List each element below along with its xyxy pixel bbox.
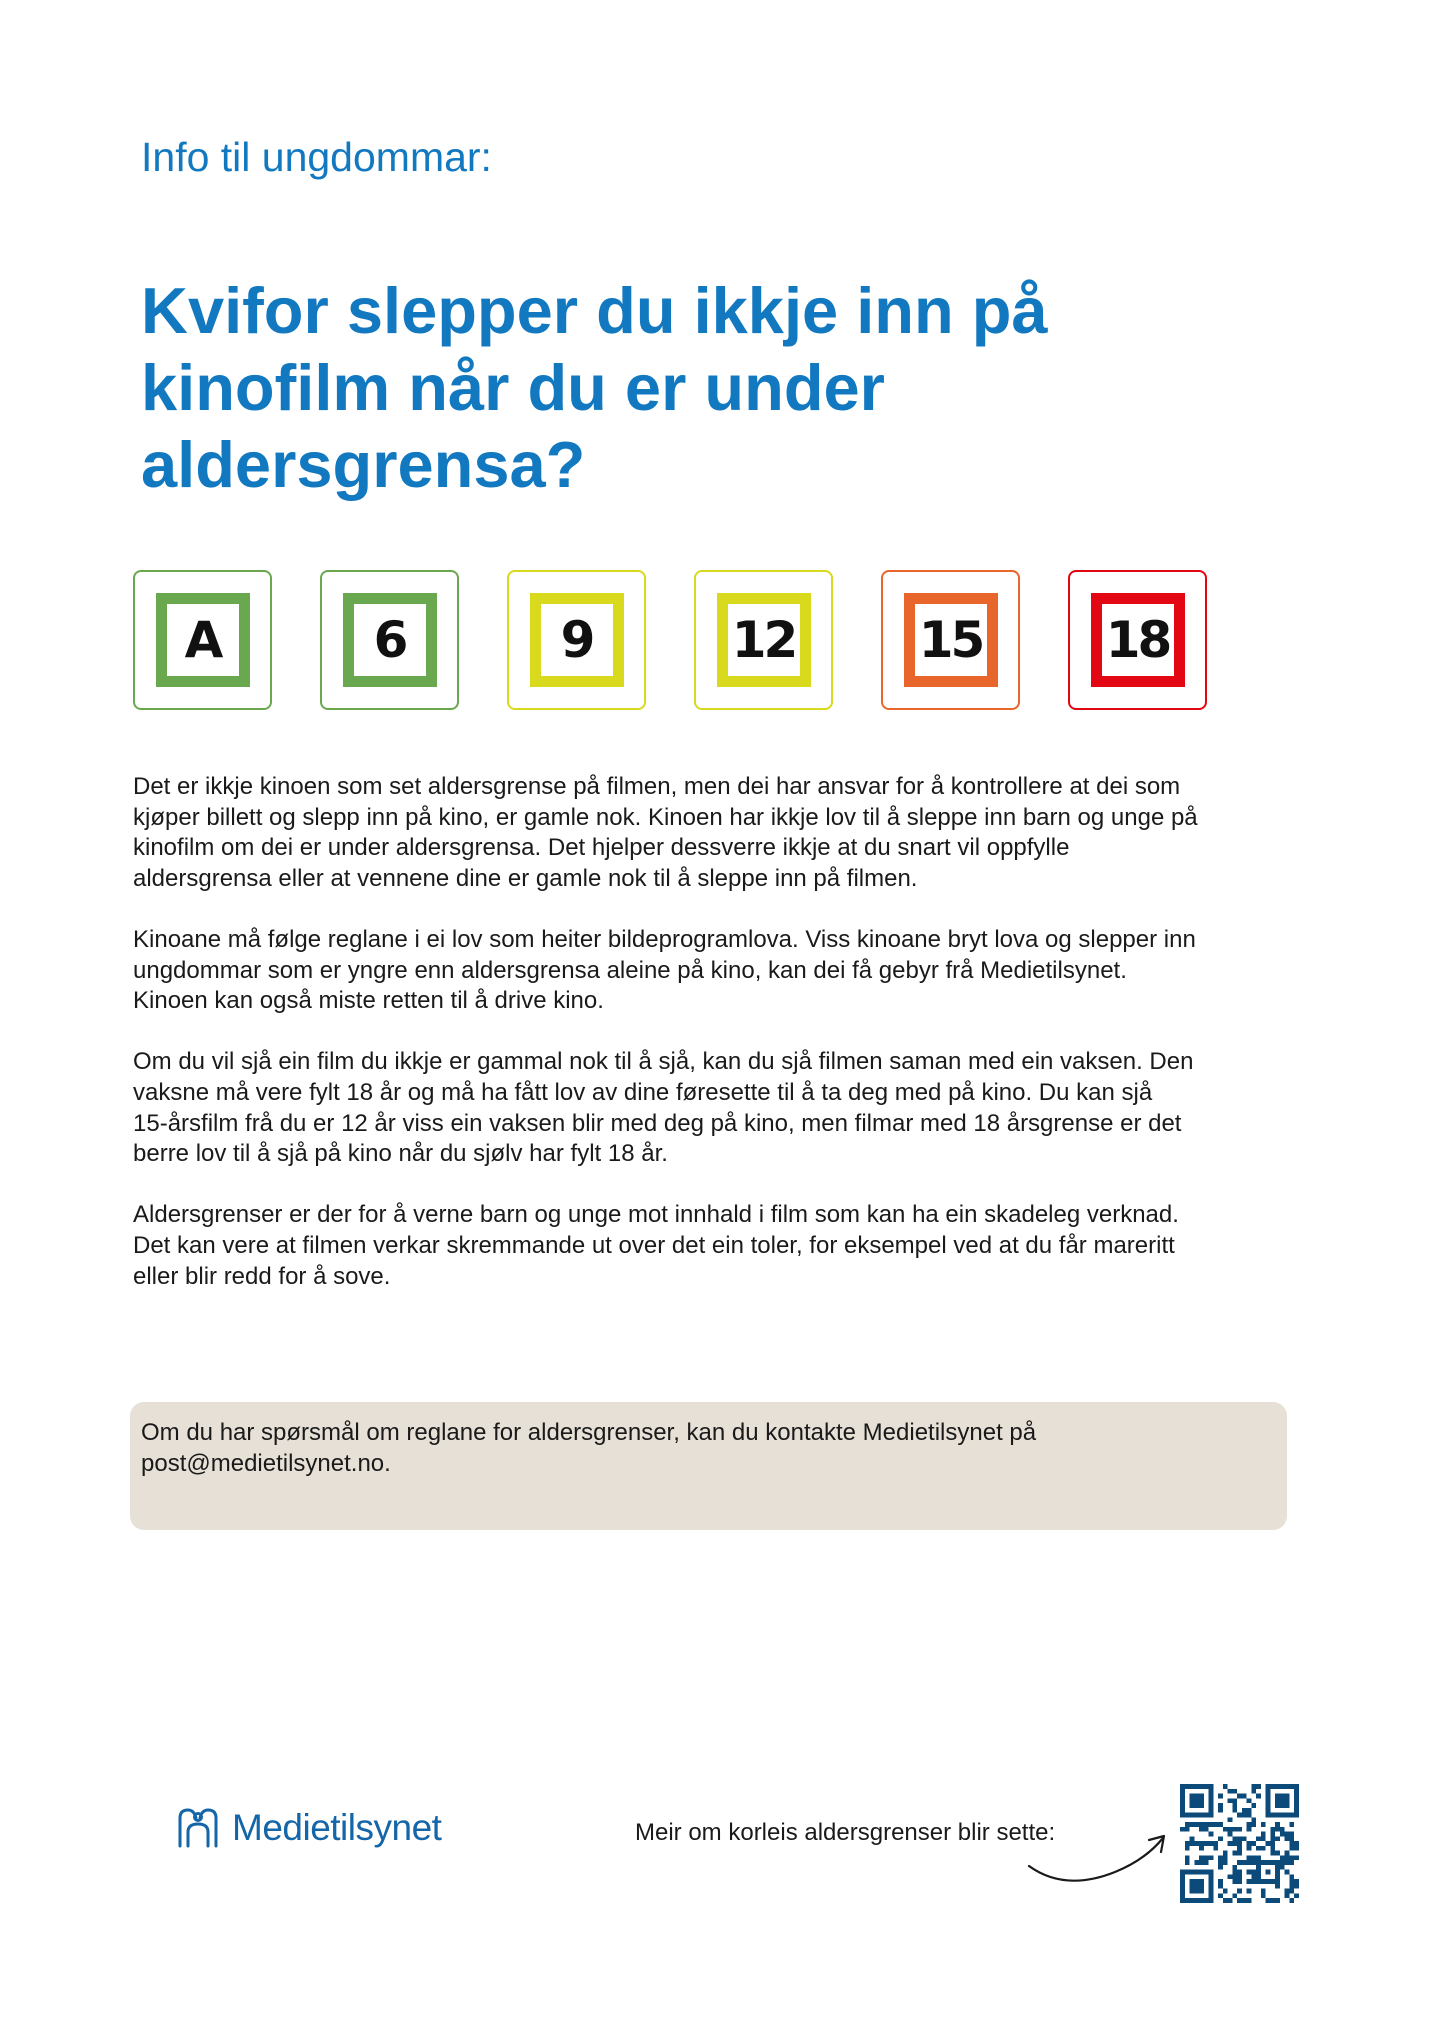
text-line: Om du vil sjå ein film du ikkje er gammal nok til å sjå, kan du sjå filmen saman med ein vaksen. Den [133,1048,1194,1076]
paragraph [133,772,1333,894]
text-line: Aldersgrenser er der for å verne barn og unge mot innhald i film som kan ha ein skadeleg verknad. [133,1201,1179,1229]
age-rating-label: 9 [530,593,624,687]
age-rating-row [133,570,1207,710]
qr-code-icon[interactable] [1180,1784,1299,1903]
age-rating-label: 18 [1091,593,1185,687]
text-line: Kinoen kan også miste retten til å drive kino. [133,987,604,1015]
kicker: Info til ungdommar: [141,134,492,180]
text-line: 15-årsfilm frå du er 12 år viss ein vaksen blir med deg på kino, men filmar med 18 årsgrense er det [133,1109,1182,1137]
headline-line: aldersgrensa? [141,428,586,501]
logo-text: Medietilsynet [232,1807,442,1848]
paragraph [133,1200,1333,1292]
text-line: Det kan vere at filmen verkar skremmande ut over det ein toler, for eksempel ved at du får mareritt [133,1231,1175,1259]
more-info-text: Meir om korleis aldersgrenser blir sette: [635,1819,1056,1846]
text-line: kinofilm om dei er under aldersgrensa. Det hjelper dessverre ikkje at du snart vil oppfylle [133,834,1070,862]
headline-line: kinofilm når du er under [141,351,885,424]
age-rating-badge-9 [507,570,646,710]
text-line: ungdommar som er yngre enn aldersgrensa aleine på kino, kan dei få gebyr frå Medietilsynet. [133,956,1127,984]
contact-email[interactable]: post@medietilsynet.no. [141,1450,391,1477]
curved-arrow-icon [1025,1828,1170,1886]
contact-box [130,1402,1287,1530]
medietilsynet-logo [176,1806,441,1850]
text-line: berre lov til å sjå på kino når du sjølv har fylt 18 år. [133,1140,668,1168]
page-title [141,272,1241,503]
text-line: kjøper billett og slepp inn på kino, er gamle nok. Kinoen har ikkje lov til å sleppe inn barn og unge på [133,803,1198,831]
age-rating-badge-12 [694,570,833,710]
age-rating-badge-a [133,570,272,710]
text-line: Det er ikkje kinoen som set aldersgrense på filmen, men dei har ansvar for å kontrollere at dei som [133,773,1181,800]
medietilsynet-logo-icon [176,1806,220,1850]
paragraph [133,1047,1333,1169]
age-rating-badge-18 [1068,570,1207,710]
contact-text: Om du har spørsmål om reglane for aldersgrenser, kan du kontakte Medietilsynet på [141,1419,1037,1446]
age-rating-badge-15 [881,570,1020,710]
text-line: vaksne må vere fylt 18 år og må ha fått lov av dine føresette til å ta deg med på kino. Du kan sjå [133,1078,1153,1106]
age-rating-label: A [156,593,250,687]
headline-line: Kvifor slepper du ikkje inn på [141,274,1048,347]
body-text [133,772,1333,1323]
age-rating-badge-6 [320,570,459,710]
age-rating-label: 15 [904,593,998,687]
age-rating-label: 12 [717,593,811,687]
text-line: aldersgrensa eller at vennene dine er gamle nok til å sleppe inn på filmen. [133,864,918,892]
text-line: eller blir redd for å sove. [133,1262,391,1290]
paragraph [133,925,1333,1017]
text-line: Kinoane må følge reglane i ei lov som heiter bildeprogramlova. Viss kinoane bryt lova og slepper inn [133,925,1196,953]
age-rating-label: 6 [343,593,437,687]
